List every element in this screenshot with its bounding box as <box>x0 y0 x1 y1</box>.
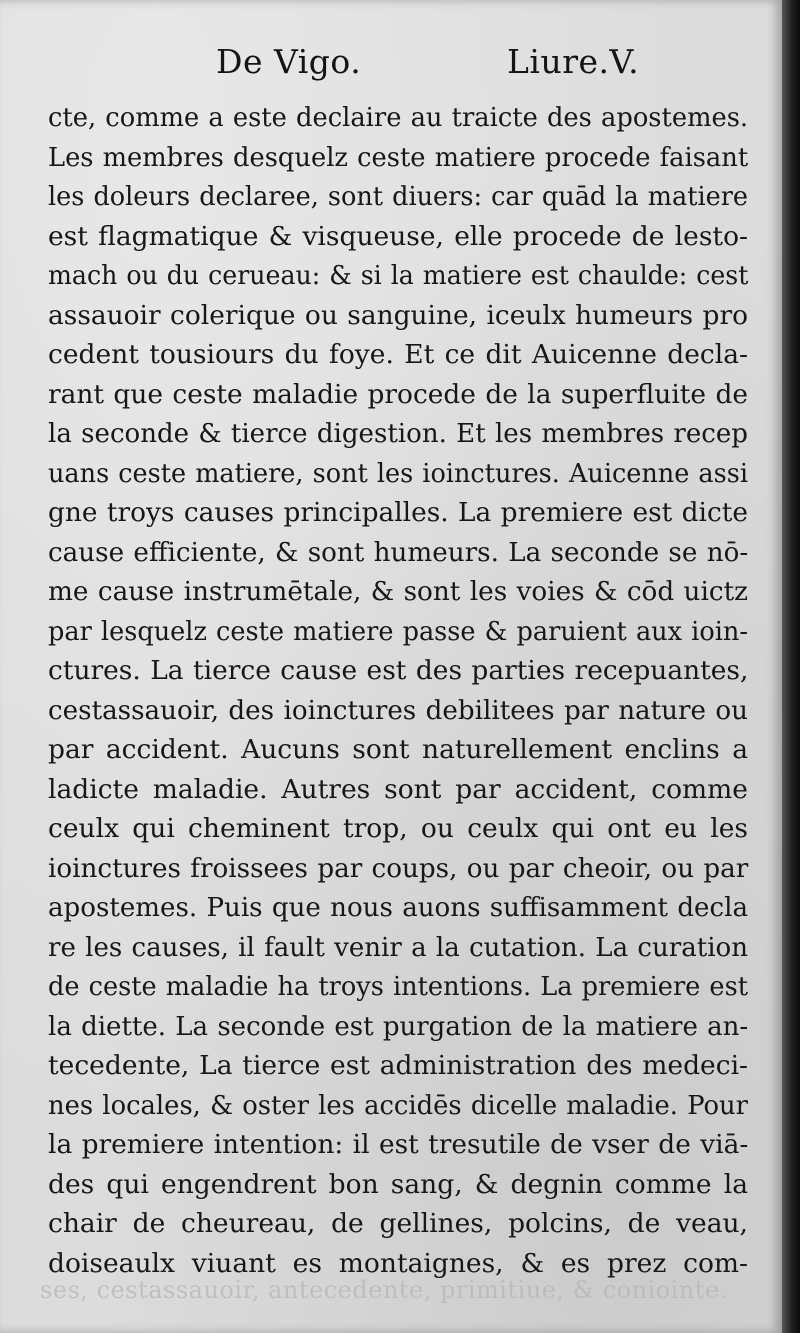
text-line: cause efficiente, & sont humeurs. La seconde se nō- <box>48 536 749 568</box>
book-number: Liure.V. <box>507 42 640 81</box>
text-line: uans ceste matiere, sont les ioinctures. Auicenne assi <box>48 457 748 489</box>
text-line: cedent tousiours du foye. Et ce dit Auicenne decla- <box>48 339 748 370</box>
page-edge-shadow <box>782 0 800 1333</box>
text-line: des qui engendrent bon sang, & degnin comme la <box>48 1168 748 1200</box>
text-line: Les membres desquelz ceste matiere procede faisant <box>48 141 749 173</box>
text-line: la diette. La seconde est purgation de la matiere an- <box>48 1010 749 1042</box>
text-line: ctures. La tierce cause est des parties recepuantes, <box>48 655 749 686</box>
text-line: assauoir colerique ou sanguine, iceulx humeurs pro <box>48 299 748 331</box>
text-line: est flagmatique & visqueuse, elle procede de lesto- <box>48 220 748 252</box>
text-line: de ceste maladie ha troys intentions. La premiere est <box>48 971 748 1002</box>
text-line: ceulx qui cheminent trop, ou ceulx qui ont eu les <box>48 813 748 844</box>
text-line: les doleurs declaree, sont diuers: car quād la matiere <box>48 181 748 212</box>
text-line: chair de cheureau, de gellines, polcins, de veau, <box>48 1208 748 1239</box>
text-line: cestassauoir, des ioinctures debilitees par nature ou <box>48 694 748 726</box>
text-line: cte, comme a este declaire au traicte des apostemes. <box>48 102 749 133</box>
text-line: nes locales, & oster les accidēs dicelle maladie. Pour <box>48 1089 748 1121</box>
text-line: ioinctures froissees par coups, ou par cheoir, ou par <box>48 852 749 884</box>
text-line: rant que ceste maladie procede de la superfluite de <box>48 378 748 410</box>
text-line: doiseaulx viuant es montaignes, & es prez com- <box>48 1247 748 1279</box>
running-head: De Vigo. <box>216 42 362 81</box>
text-line: la seconde & tierce digestion. Et les membres recep <box>48 418 748 449</box>
text-line: tecedente, La tierce est administration des medeci- <box>48 1050 748 1081</box>
page-header <box>0 42 782 92</box>
text-line: re les causes, il fault venir a la cutation. La curation <box>48 931 748 963</box>
text-line: par lesquelz ceste matiere passe & paruient aux ioin- <box>48 615 748 647</box>
body-text <box>48 98 748 1283</box>
bleed-through-line: ses, cestassauoir, antecedente, primitiue, & coniointe. <box>40 1276 728 1304</box>
text-line: ladicte maladie. Autres sont par accident, comme <box>48 773 748 805</box>
text-line: la premiere intention: il est tresutile de vser de viā- <box>48 1129 749 1160</box>
text-line: me cause instrumētale, & sont les voies & cōd uictz <box>48 576 748 607</box>
text-line: apostemes. Puis que nous auons suffisamment decla <box>48 892 748 923</box>
text-line: par accident. Aucuns sont naturellement enclins a <box>48 734 748 765</box>
text-line: mach ou du cerueau: & si la matiere est chaulde: cest <box>48 260 749 291</box>
text-line: gne troys causes principalles. La premiere est dicte <box>48 497 748 528</box>
